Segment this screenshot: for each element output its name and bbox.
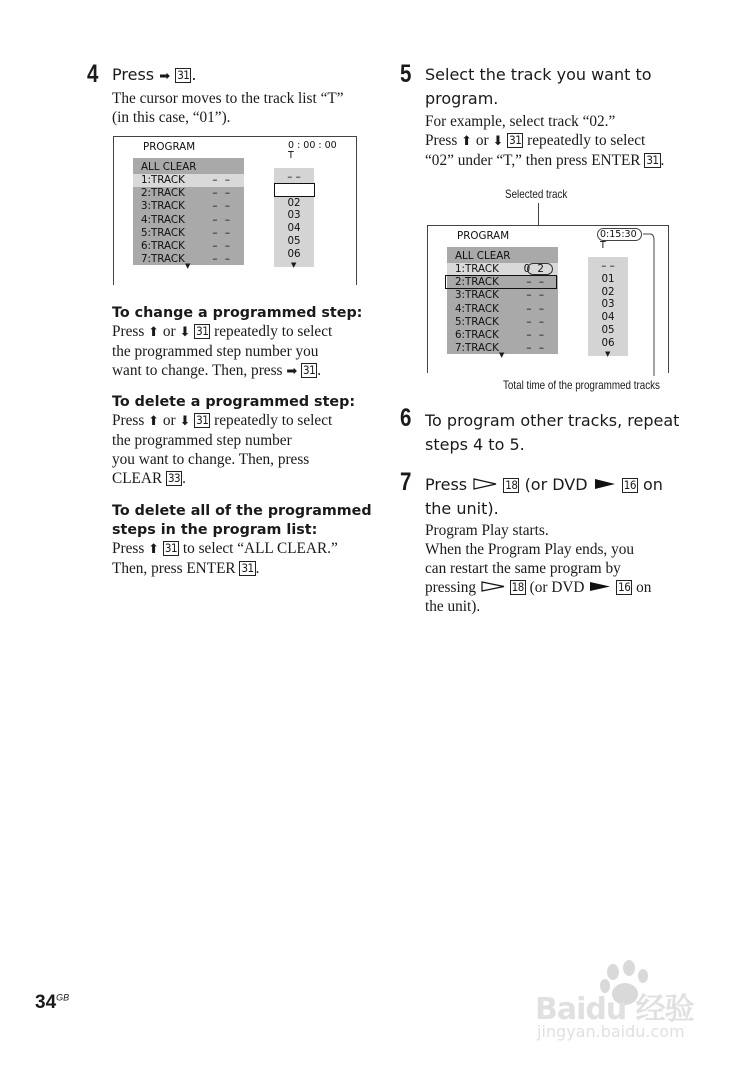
t-list-item: 06: [287, 247, 301, 260]
track-label: 4:TRACK: [455, 302, 499, 315]
track-value: – –: [526, 329, 546, 341]
track-label: 1:TRACK: [141, 174, 185, 186]
key-31-badge: 31: [196, 413, 209, 427]
key-31-badge: 31: [241, 561, 254, 575]
selected-value-oval: [527, 263, 553, 275]
track-value: 0 2: [523, 263, 546, 275]
step-7-description: Program Play starts. When the Program Play ends, you can restart the same program by pressing 18 (or DVD 16 on the unit).: [425, 522, 652, 615]
up-arrow-icon: ⬆: [148, 542, 160, 557]
track-value: – –: [526, 315, 546, 328]
key-31-badge: 31: [177, 68, 190, 82]
track-label: 4:TRACK: [141, 213, 185, 226]
total-time-callout: Total time of the programmed tracks: [503, 378, 660, 392]
step-5-number: 5: [400, 60, 412, 88]
track-label: 6:TRACK: [141, 240, 185, 252]
track-value: – –: [212, 187, 232, 200]
step-6-heading: To program other tracks, repeat steps 4 to 5.: [425, 411, 680, 454]
total-time-callout-line: [640, 230, 670, 380]
play-outline-icon: [472, 477, 498, 491]
key-16-badge: 16: [618, 580, 631, 594]
track-value: – –: [526, 302, 546, 315]
t-list-item: 05: [601, 324, 615, 336]
track-value: – –: [212, 226, 232, 239]
delete-step-title: To delete a programmed step:: [112, 394, 356, 410]
down-arrow-icon: ⬇: [179, 325, 191, 340]
track-label: 5:TRACK: [455, 315, 499, 328]
key-18-badge: 18: [505, 478, 518, 492]
watermark-logo-text: Baidu 经验: [535, 992, 694, 1027]
key-18-badge: 18: [511, 580, 524, 594]
track-label: 1:TRACK: [455, 263, 499, 275]
track-row: [133, 240, 244, 253]
screen-title: PROGRAM: [457, 230, 510, 242]
track-row: [133, 200, 244, 213]
down-arrow-icon: ⬇: [492, 134, 504, 149]
step-4-number: 4: [87, 60, 99, 88]
program-screen-2: [427, 225, 669, 373]
up-arrow-icon: ⬆: [148, 414, 160, 429]
key-31-badge: 31: [196, 324, 209, 338]
baidu-watermark: [535, 958, 725, 1053]
right-arrow-icon: ➡: [159, 69, 171, 84]
watermark-url: jingyan.baidu.com: [537, 1022, 685, 1041]
track-value: – –: [212, 240, 232, 252]
scroll-down-icon: ▼: [605, 350, 611, 358]
screen-t-label: T: [288, 150, 294, 161]
screen-t-label: T: [600, 240, 606, 251]
step-5-description: For example, select track “02.” Press ⬆ or ⬇ 31 repeatedly to select “02” under “T,” then press ENTER 31 .: [425, 113, 665, 169]
t-list-item: 06: [601, 336, 615, 349]
cursor-box: [445, 275, 557, 289]
selected-track-callout: Selected track: [505, 187, 568, 201]
track-value: – –: [212, 174, 232, 186]
track-label: 7:TRACK: [455, 342, 499, 355]
step-4-description: The cursor moves to the track list “T” (in this case, “01”).: [112, 90, 344, 126]
change-step-body: Press ⬆ or ⬇ 31 repeatedly to select the programmed step number you want to change. Then, press ➡ 31 .: [112, 323, 333, 379]
step-4-heading: Press ➡ 31 .: [112, 65, 197, 84]
t-list-item: 01: [601, 272, 615, 285]
track-label: 5:TRACK: [141, 226, 185, 239]
all-clear-row: ALL CLEAR: [455, 250, 511, 262]
scroll-down-icon: ▼: [499, 351, 505, 359]
track-value: – –: [526, 289, 546, 302]
scroll-down-icon: ▼: [291, 261, 297, 269]
all-clear-row: ALL CLEAR: [141, 161, 197, 173]
track-label: 2:TRACK: [141, 187, 185, 200]
track-row: [447, 329, 558, 342]
key-16-badge: 16: [623, 478, 636, 492]
scroll-down-icon: ▼: [185, 262, 191, 270]
delete-all-title: To delete all of the programmed steps in the program list:: [112, 503, 372, 538]
up-arrow-icon: ⬆: [148, 325, 160, 340]
key-31-badge: 31: [509, 133, 522, 147]
track-label: 2:TRACK: [455, 276, 499, 289]
t-list-item: 03: [287, 209, 301, 222]
t-list-item: 02: [287, 196, 301, 209]
screen-time: 0:15:30: [600, 229, 637, 240]
page-number: $34^{GB}$: [35, 992, 70, 1013]
play-solid-icon: [588, 580, 612, 593]
step-6-number: 6: [400, 404, 412, 432]
track-list: [133, 158, 244, 265]
track-value: – –: [526, 276, 546, 289]
t-list-item: 05: [287, 235, 301, 247]
key-31-badge: 31: [303, 363, 316, 377]
track-row: [133, 214, 244, 227]
t-list-item: – –: [287, 171, 301, 183]
change-step-title: To change a programmed step:: [112, 305, 363, 321]
key-31-badge: 31: [164, 541, 178, 555]
track-label: 7:TRACK: [141, 253, 185, 266]
track-label: 3:TRACK: [141, 200, 185, 213]
track-row: [447, 303, 558, 316]
track-value: – –: [526, 342, 546, 355]
track-value: – –: [212, 213, 232, 226]
t-list-item: 02: [601, 285, 615, 298]
track-value: – –: [212, 200, 232, 213]
track-row: [447, 316, 558, 329]
play-solid-icon: [593, 477, 617, 491]
play-outline-icon: [480, 580, 506, 593]
t-list-item: 04: [601, 311, 615, 324]
program-screen-1: [113, 136, 357, 285]
t-column: [588, 257, 628, 356]
step-7-number: 7: [400, 468, 412, 496]
delete-all-body: Press ⬆ 31 to select “ALL CLEAR.” Then, press ENTER 31 .: [112, 540, 338, 577]
track-label: 3:TRACK: [455, 289, 499, 302]
track-row: [447, 289, 558, 302]
track-label: 6:TRACK: [455, 329, 499, 341]
up-arrow-icon: ⬆: [461, 134, 473, 149]
track-value: – –: [212, 253, 232, 266]
t-list-item: 04: [287, 222, 301, 235]
delete-step-body: Press ⬆ or ⬇ 31 repeatedly to select the programmed step number you want to change. Then, press CLEAR 33 .: [112, 412, 333, 487]
key-31-badge: 31: [646, 153, 659, 167]
screen-time: 0 : 00 : 00: [288, 140, 337, 151]
right-arrow-icon: ➡: [286, 364, 298, 379]
track-row: [133, 174, 244, 187]
track-row: [133, 187, 244, 200]
step-5-heading: Select the track you want to program.: [425, 65, 652, 108]
step-7-heading: Press 18 (or DVD 16 on the unit).: [425, 475, 663, 518]
screen-title: PROGRAM: [143, 141, 196, 153]
down-arrow-icon: ⬇: [179, 414, 191, 429]
cursor-box: [274, 183, 315, 197]
key-33-badge: 33: [167, 471, 181, 485]
track-list: [447, 247, 558, 354]
t-column: [274, 168, 314, 267]
t-list-item: 03: [601, 298, 615, 311]
track-row: [133, 227, 244, 240]
t-list-item: – –: [601, 260, 615, 272]
